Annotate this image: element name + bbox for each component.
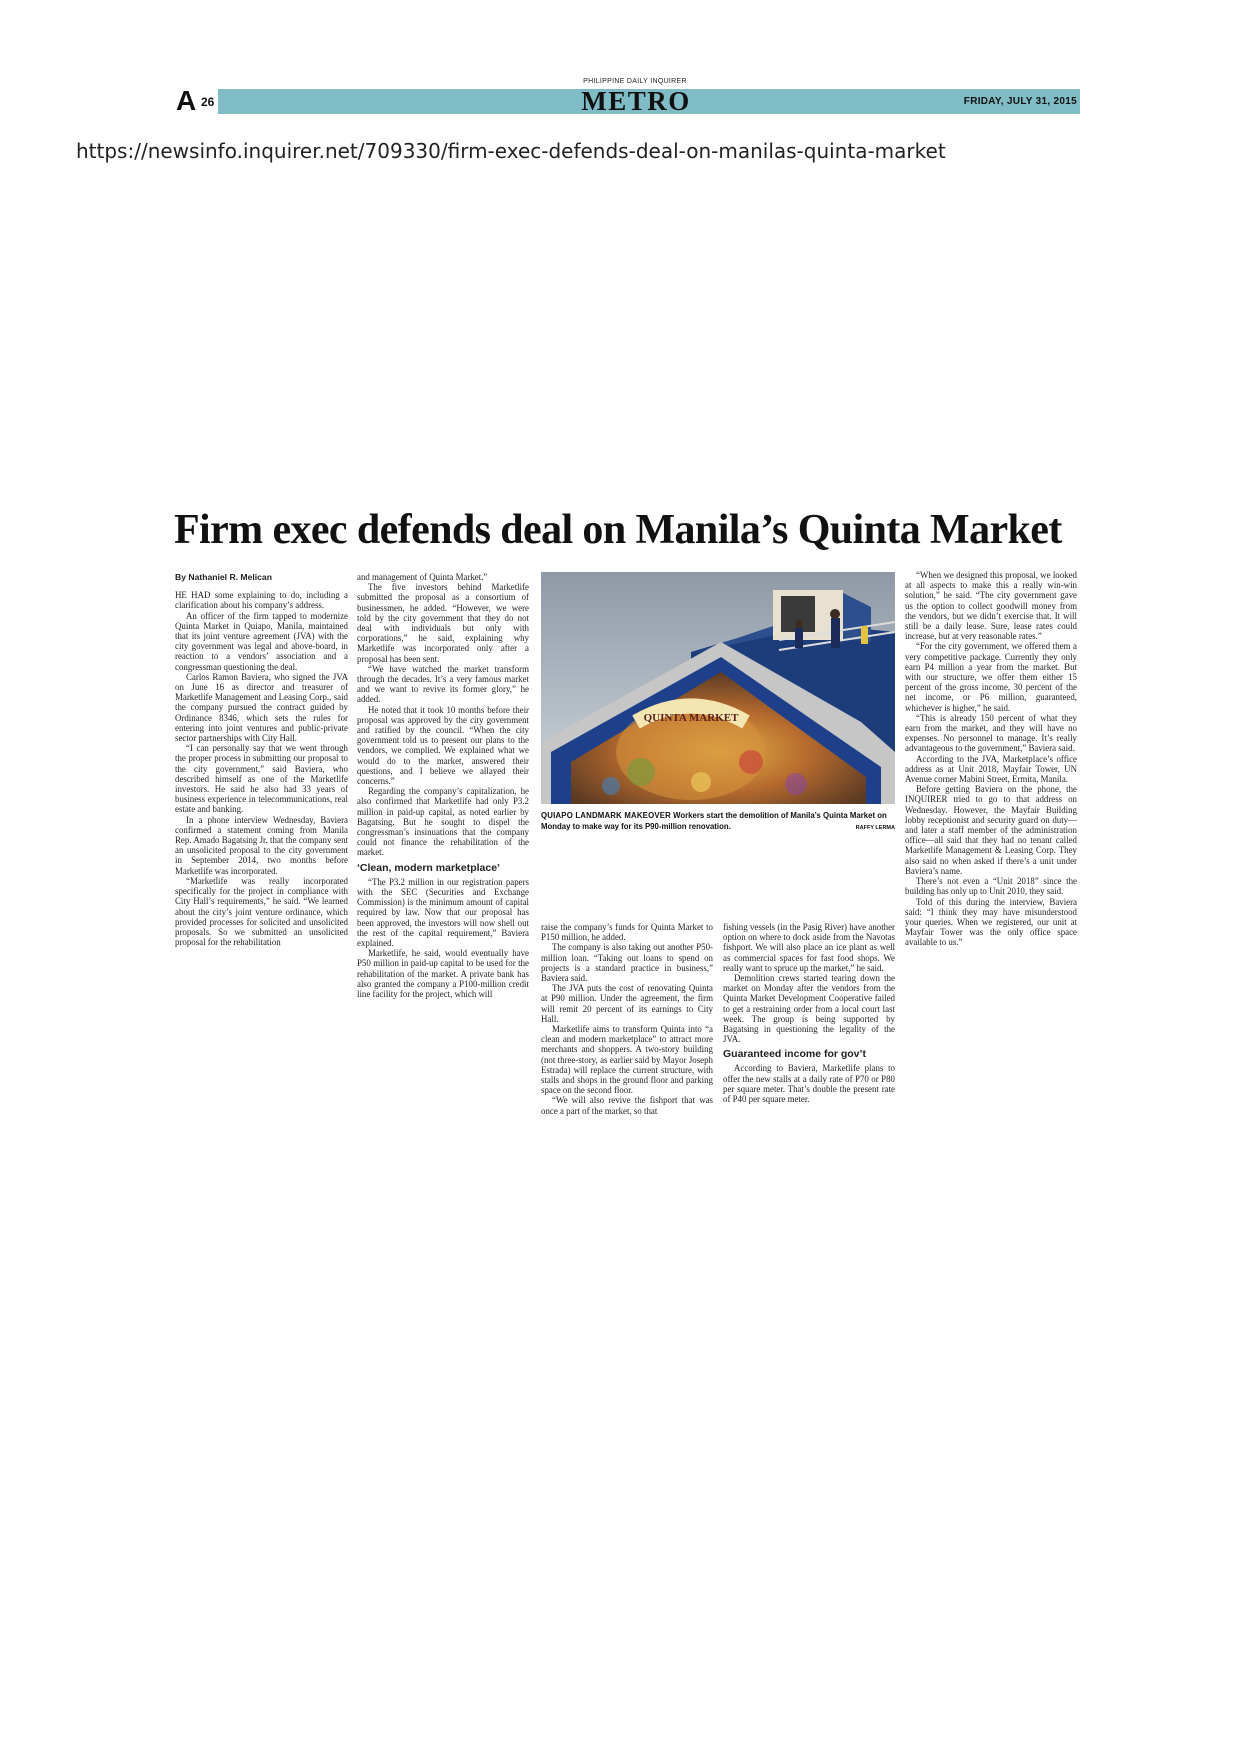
paragraph: According to Baviera, Marketlife plans to offer the new stalls at a daily rate of P70 or P80 per square meter. That’s double the present rate of P40 per square meter.	[723, 1063, 895, 1105]
paragraph: Before getting Baviera on the phone, the INQUIRER tried to go to that address on Wednesday. However, the Mayfair Building lobby receptionist and security guard on duty—and later a staff member of the administration office—all said that they had no tenant called Marketlife Management & Leasing Corp. They also said no when asked if there’s a unit under Baviera’s name.	[905, 784, 1077, 876]
paragraph: Told of this during the interview, Baviera said: “I think they may have misunderstood your queries. When we registered, our unit at Mayfair Tower was the only office space available to us.”	[905, 896, 1077, 948]
paragraph: “We have watched the market transform through the decades. It’s a very famous market and we want to revive its former glory,” he added.	[357, 663, 529, 705]
paragraph: HE HAD some explaining to do, including a clarification about his company’s address.	[175, 590, 348, 611]
article-column-4	[723, 922, 895, 1104]
paragraph: “Marketlife was really incorporated specifically for the project in compliance with City Hall’s requirements,” he said. “We learned about the city’s joint venture ordinance, which provided processes for solicited and unsolicited proposals. So we submitted an unsolicited proposal for the rehabilitation	[175, 875, 348, 948]
paragraph: “When we designed this proposal, we looked at all aspects to make this a really win-win solution,” he said. “The city government gave us the option to collect goodwill money from the vendors, but we didn’t exercise that. It will still be a daily lease. Sure, lease rates could increase, but at very reasonable rates.”	[905, 570, 1077, 642]
paragraph: raise the company’s funds for Quinta Market to P150 million, he added.	[541, 922, 713, 943]
paragraph: In a phone interview Wednesday, Baviera confirmed a statement coming from Manila Rep. Amado Bagatsing Jr. that the company sent an unsolicited proposal to the city government in September 2014, two months before Marketlife was incorporated.	[175, 814, 348, 876]
publication-name: PHILIPPINE DAILY INQUIRER	[583, 78, 687, 85]
photo-credit: RAFFY LERMA	[855, 825, 895, 831]
issue-date: FRIDAY, JULY 31, 2015	[963, 96, 1077, 107]
paragraph: Marketlife, he said, would eventually have P50 million in paid-up capital to be used for the rehabilitation of the market. A private bank has also granted the company a P100-million credit line facility for the project, which will	[357, 948, 529, 999]
article-headline: Firm exec defends deal on Manila’s Quinta Market	[174, 507, 1062, 553]
paragraph: fishing vessels (in the Pasig River) have another option on where to dock aside from the Navotas fishport. We will also place an ice plant as well as commercial spaces for fast food shops. We really want to spruce up the market,” he said.	[723, 922, 895, 973]
page-number: 26	[201, 95, 215, 109]
paragraph: He noted that it took 10 months before their proposal was approved by the city government and ratified by the council. “When the city government told us to present our plans to the vendors, we complied. We explained what we would do to the market, answered their questions, and I believe we allayed their concerns.”	[357, 704, 529, 787]
paragraph: An officer of the firm tapped to modernize Quinta Market in Quiapo, Manila, maintained that its joint venture agreement (JVA) with the city government was legal and above-board, in reaction to a vendors’ association and a congressman questioning the deal.	[175, 610, 348, 672]
subhead-clean-modern-marketplace: ‘Clean, modern marketplace’	[357, 861, 500, 874]
article-column-5	[905, 570, 1077, 948]
caption-text: Workers start the demolition of Manila’s Quinta Market on Monday to make way for its P90-million renovation.	[541, 811, 887, 831]
section-title: METRO	[581, 86, 691, 116]
paragraph: “The P3.2 million in our registration papers with the SEC (Securities and Exchange Commission) is the minimum amount of capital required by law. Now that our proposal has been approved, the investors will now shell out the rest of the capital requirement,” Baviera explained.	[357, 876, 529, 948]
paragraph: “For the city government, we offered them a very competitive package. Currently they only earn P4 million a year from the market. But with our structure, we offer them either 15 percent of the gross income, 30 percent of the net income, or P6 million, guaranteed, whichever is higher,” he said.	[905, 641, 1077, 713]
paragraph: According to the JVA, Marketplace’s office address as at Unit 2018, Mayfair Tower, UN Avenue corner Mabini Street, Ermita, Manila.	[905, 753, 1077, 785]
caption-kicker: QUIAPO LANDMARK MAKEOVER	[541, 811, 671, 820]
article-column-2	[357, 572, 529, 999]
paragraph: “This is already 150 percent of what they earn from the market, and they will have no expenses. No personnel to manage. It’s really advantageous to the government,” Baviera said.	[905, 712, 1077, 754]
paragraph: Marketlife aims to transform Quinta into “a clean and modern marketplace” to attract more merchants and shoppers. A two-story building (not three-story, as earlier said by Mayor Joseph Estrada) will replace the current structure, with stalls and shops in the ground floor and parking space on the second floor.	[541, 1024, 713, 1096]
article-photo	[541, 572, 895, 804]
paragraph: There’s not even a “Unit 2018” since the building has only up to Unit 2010, they said.	[905, 876, 1077, 897]
paragraph: and management of Quinta Market.”	[357, 572, 488, 582]
paragraph: Carlos Ramon Baviera, who signed the JVA on June 16 as director and treasurer of Marketlife Management and Leasing Corp., said the company pursued the contract guided by Ordinance 8346, which sets the rules for entering into joint ventures and public-private sector partnerships with City Hall.	[175, 671, 348, 744]
byline: By Nathaniel R. Melican	[175, 572, 272, 582]
paragraph: “We will also revive the fishport that was once a part of the market, so that	[541, 1095, 713, 1116]
page-letter: A	[176, 85, 197, 116]
article-column-3	[541, 922, 713, 1116]
photo-caption	[541, 810, 895, 834]
paragraph: Regarding the company’s capitalization, he also confirmed that Marketlife had only P3.2 million in paid-up capital, as noted earlier by Bagatsing. But he sought to dispel the congressman’s insinuations that the company could not finance the rehabilitation of the market.	[357, 786, 529, 858]
paragraph: Demolition crews started tearing down the market on Monday after the vendors from the Quinta Market Development Cooperative failed to get a restraining order from a local court last week. The group is being supported by Bagatsing in questioning the legality of the JVA.	[723, 973, 895, 1045]
paragraph: The JVA puts the cost of renovating Quinta at P90 million. Under the agreement, the firm will remit 20 percent of its earnings to City Hall.	[541, 983, 713, 1024]
source-url[interactable]: https://newsinfo.inquirer.net/709330/firm-exec-defends-deal-on-manilas-quinta-market	[76, 139, 946, 163]
paragraph: “I can personally say that we went through the proper process in submitting our proposal to the city government,” said Baviera, who described himself as one of the Marketlife investors. He said he also had 33 years of business experience in telecommunications, real estate and banking.	[175, 743, 348, 815]
paragraph: The company is also taking out another P50-million loan. “Taking out loans to spend on projects is a standard practice in business,” Baviera said.	[541, 942, 713, 984]
article-column-1	[175, 572, 348, 947]
paragraph: The five investors behind Marketlife submitted the proposal as a consortium of businessmen, he added. “However, we were told by the city government that they do not deal with individuals but only with corporations,” he said, explaining why Marketlife was incorporated only after a proposal has been sent.	[357, 582, 529, 664]
subhead-guaranteed-income: Guaranteed income for gov’t	[723, 1048, 866, 1061]
sign-text: QUINTA MARKET	[643, 712, 739, 724]
